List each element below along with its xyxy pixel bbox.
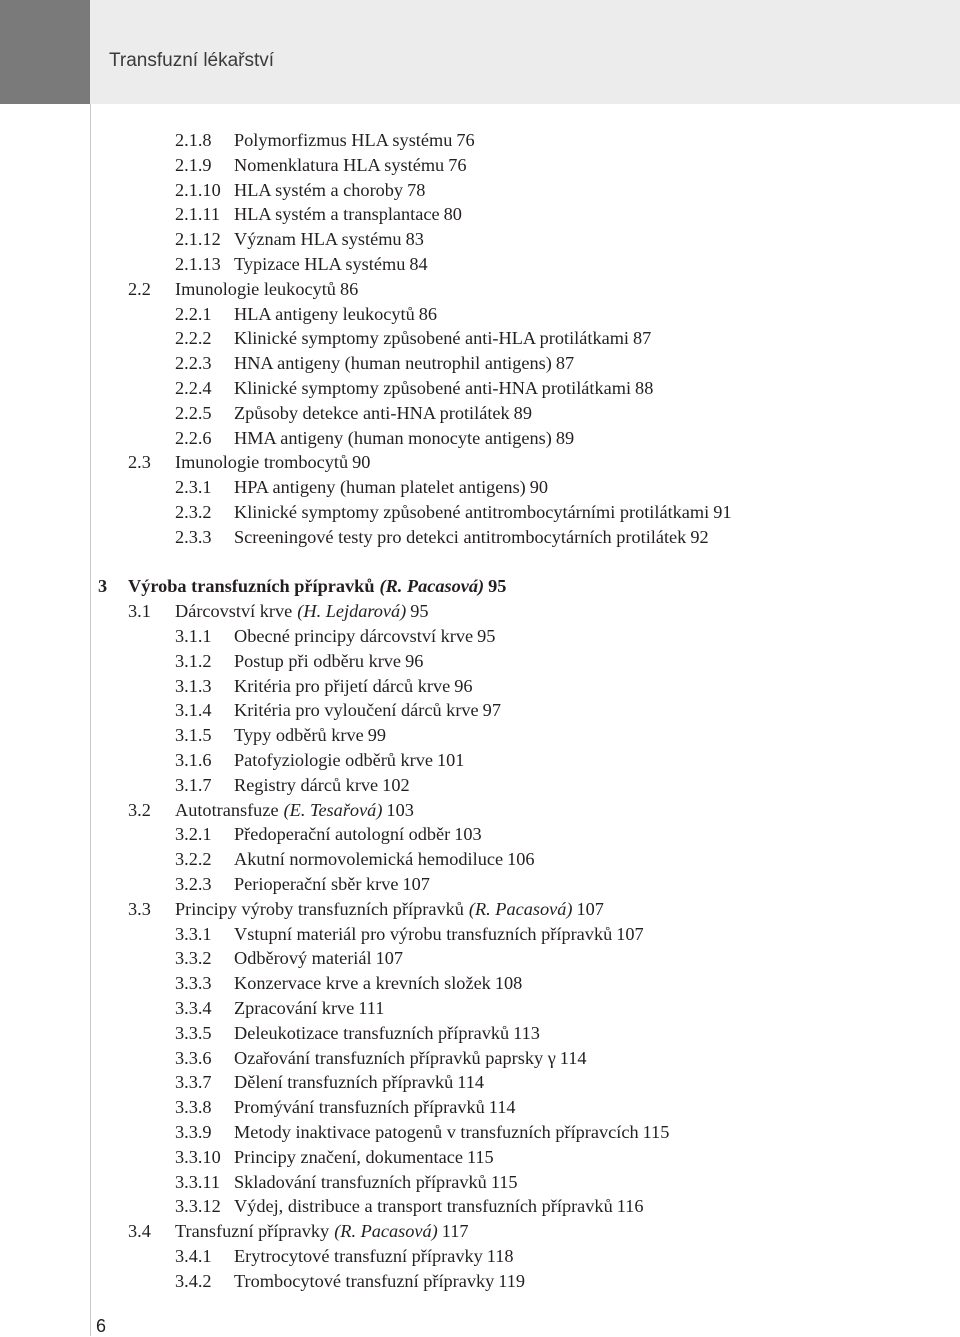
toc-entry-number: 2.3 [128,452,151,473]
toc-entry-number: 2.3.1 [175,477,212,498]
toc-entry-title: Patofyziologie odběrů krve [234,750,434,770]
toc-entry-title: Výdej, distribuce a transport transfuzních přípravků [234,1196,613,1217]
toc-entry-number: 3.3.11 [175,1171,221,1192]
toc-entry-title: Kritéria pro přijetí dárců krve [234,675,451,696]
toc-entry-title: Metody inaktivace patogenů v transfuzních přípravcích [234,1122,639,1142]
toc-entry-number: 2.2.2 [175,328,212,349]
toc-entry-number: 2.2.5 [175,402,212,423]
toc-entry-number: 2.2 [128,278,151,299]
toc-entry-number: 3.4.1 [175,1246,212,1266]
toc-entry-title: Skladování transfuzních přípravků [234,1171,487,1192]
toc-entry-number: 3.3.3 [175,973,212,994]
toc-entry-title: HNA antigeny (human neutrophil antigens) [234,353,552,374]
toc-entry-number: 2.2.1 [175,303,212,324]
running-header-title: Transfuzní lékařství [109,50,275,71]
toc-entry-title: Zpracování krve [234,998,355,1018]
toc-entry-title: HLA systém a choroby [234,179,404,200]
toc-entry-title: Typizace HLA systému [234,254,406,274]
toc-entry-title: Dělení transfuzních přípravků [234,1072,454,1093]
toc-entry-number: 3.1.6 [175,750,212,770]
toc-entry-number: 3.1.1 [175,626,212,646]
toc-entry-number: 3.3 [128,898,151,919]
toc-entry-number: 3.3.10 [175,1146,221,1167]
toc-entry-author: (R. Pacasová) [379,576,485,597]
toc-entry-author: (E. Tesařová) [283,799,383,820]
toc-entry-title: Klinické symptomy způsobené anti-HLA protilátkami [234,328,630,349]
toc-entry-number: 3.3.9 [175,1122,212,1142]
toc-entry-title: Typy odběrů krve [234,725,364,746]
toc-entry-title: Ozařování transfuzních přípravků paprsky γ [234,1047,556,1068]
toc-entry-number: 3.2.3 [175,874,212,894]
toc-entry-number: 2.1.11 [175,204,221,225]
toc-entry-number: 2.1.10 [175,179,221,200]
toc-entry-title: HLA antigeny leukocytů [234,303,415,324]
toc-entry-title: Perioperační sběr krve [234,874,399,894]
toc-entry-title: Výroba transfuzních přípravků [128,576,375,597]
toc-entry-number: 3.1.2 [175,650,212,671]
toc-entry-title: Klinické symptomy způsobené anti-HNA protilátkami [234,378,632,398]
toc-entry-number: 3.2.1 [175,824,212,845]
toc-entry-number: 3.1.3 [175,675,212,696]
toc-entry-title: Autotransfuze [175,799,279,820]
toc-entry-number: 2.3.3 [175,526,212,547]
toc-entry-number: 3.1.7 [175,774,212,795]
toc-entry-number: 3.3.5 [175,1022,212,1043]
toc-entry-number: 3.3.1 [175,923,212,944]
toc-entry-title: Imunologie leukocytů [175,278,336,299]
toc-entry-number: 3.3.12 [175,1196,221,1217]
toc-entry-number: 3.3.4 [175,998,212,1018]
toc-entry-title: Akutní normovolemická hemodiluce [234,849,504,870]
toc-entry-title: Konzervace krve a krevních složek [234,973,491,994]
toc-entry-number: 3.2 [128,799,151,820]
toc-entry-title: Obecné principy dárcovství krve [234,626,474,646]
toc-entry-title: Promývání transfuzních přípravků [234,1097,485,1118]
toc-entry-title: Imunologie trombocytů [175,452,349,473]
toc-entry-title: Deleukotizace transfuzních přípravků [234,1022,510,1043]
header-tab-block [0,0,90,104]
toc-entry-title: Principy značení, dokumentace [234,1146,463,1167]
toc-entry-number: 3.3.8 [175,1097,212,1118]
toc-entry-number: 3.1.5 [175,725,212,746]
toc-entry-number: 3.1 [128,601,151,622]
toc-entry-number: 2.2.3 [175,353,212,374]
toc-entry-title: Předoperační autologní odběr [234,824,451,845]
toc-entry-title: Vstupní materiál pro výrobu transfuzních přípravků [234,923,613,944]
toc-entry-number: 3.4.2 [175,1270,212,1291]
toc-entry-author: (H. Lejdarová) [297,601,407,622]
toc-entry-title: Kritéria pro vyloučení dárců krve [234,700,479,721]
toc-entry-number: 3.3.7 [175,1072,212,1093]
toc-entry-number: 2.1.8 [175,130,212,150]
toc-entry-author: (R. Pacasová) [468,898,573,919]
toc-entry-number: 3.2.2 [175,849,212,870]
toc-entry-number: 3.3.2 [175,948,212,969]
toc-entry-title: Registry dárců krve [234,774,379,795]
toc-entry-number: 2.1.12 [175,229,221,250]
toc-entry-title: Principy výroby transfuzních přípravků [175,898,464,919]
toc-entry-number: 3.1.4 [175,700,212,721]
toc-entry-title: Screeningové testy pro detekci antitrombocytárních protilátek [234,526,687,547]
toc-entry-number: 2.2.4 [175,378,212,398]
page-number: 6 [96,1316,107,1336]
toc-entry-title: Klinické symptomy způsobené antitrombocytárními protilátkami [234,502,710,522]
toc-entry-number: 2.3.2 [175,502,212,522]
toc-entry-title: HLA systém a transplantace [234,204,440,225]
toc-entry-title: HPA antigeny (human platelet antigens) [234,477,526,498]
toc-entry-title: Postup při odběru krve [234,650,402,671]
toc-entry-number: 2.1.13 [175,254,221,274]
toc-entry-title: HMA antigeny (human monocyte antigens) [234,427,552,448]
toc-entry-number: 3 [98,576,108,597]
toc-entry-title: Význam HLA systému [234,229,402,250]
toc-entry-title: Polymorfizmus HLA systému [234,130,453,150]
margin-rule [90,104,91,1336]
toc-entry-title: Trombocytové transfuzní přípravky [234,1270,495,1291]
toc-entry-number: 3.3.6 [175,1047,212,1068]
toc-entry-number: 2.2.6 [175,427,212,448]
toc-entry-title: Odběrový materiál [234,948,372,969]
toc-entry-title: Dárcovství krve [175,601,293,622]
toc-entry-number: 3.4 [128,1221,151,1242]
toc-entry-title: Erytrocytové transfuzní přípravky [234,1246,483,1266]
toc-entry-title: Způsoby detekce anti-HNA protilátek [234,402,510,423]
toc-entry-author: (R. Pacasová) [334,1221,438,1242]
toc-entry-title: Transfuzní přípravky [175,1221,330,1242]
toc-entry-title: Nomenklatura HLA systému [234,154,445,175]
toc-entry-number: 2.1.9 [175,154,212,175]
